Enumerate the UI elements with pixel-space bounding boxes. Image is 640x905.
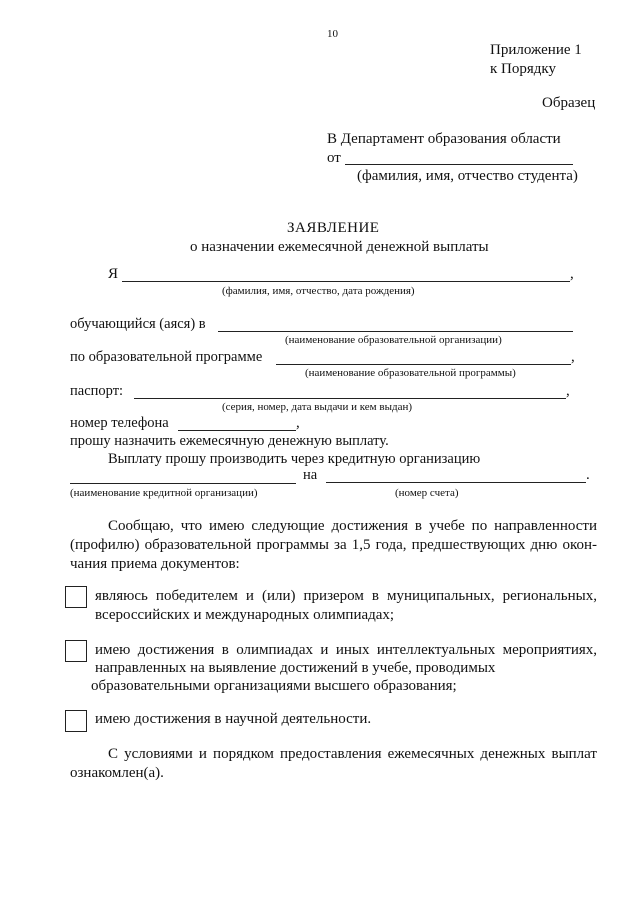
- passport-field[interactable]: [134, 398, 566, 399]
- passport-caption: (серия, номер, дата выдачи и кем выдан): [222, 401, 413, 413]
- payment-text: Выплату прошу производить через кредитную организацию: [108, 451, 481, 467]
- i-label: Я: [108, 266, 119, 282]
- option-olympiad-winner-line-1: являюсь победителем и (или) призером в муниципальных, региональных,: [95, 588, 597, 604]
- addressee-from-label: от: [327, 150, 341, 166]
- phone-field[interactable]: [178, 430, 296, 431]
- achievements-intro-line-1: Сообщаю, что имею следующие достижения в учебе по направленности: [108, 518, 597, 534]
- achievements-intro-line-2: (профилю) образовательной программы за 1,5 года, предшествующих дню окон-: [70, 537, 597, 553]
- document-title: ЗАЯВЛЕНИЕ: [287, 220, 380, 236]
- program-field[interactable]: [276, 364, 571, 365]
- option-intellectual-events-line-3: образовательными организациями высшего образования;: [91, 678, 457, 694]
- acknowledgement-line-1: С условиями и порядком предоставления ежемесячных денежных выплат: [108, 746, 597, 762]
- acknowledgement-line-2: ознакомлен(а).: [70, 765, 164, 781]
- option-intellectual-events-line-2: направленных на выявление достижений в учебе, проводимых: [95, 660, 496, 676]
- bank-name-caption: (наименование кредитной организации): [70, 487, 258, 499]
- olympiad-winner-checkbox[interactable]: [65, 586, 87, 608]
- document-subtitle: о назначении ежемесячной денежной выплаты: [190, 239, 489, 255]
- phone-label: номер телефона: [70, 415, 169, 431]
- program-caption: (наименование образовательной программы): [305, 367, 516, 379]
- option-intellectual-events-line-1: имею достижения в олимпиадах и иных интеллектуальных мероприятиях,: [95, 642, 597, 658]
- fullname-birthdate-field[interactable]: [122, 281, 570, 282]
- passport-label: паспорт:: [70, 383, 124, 399]
- sample-label: Образец: [542, 95, 596, 111]
- addressee-from-caption: (фамилия, имя, отчество студента): [357, 168, 578, 184]
- addressee-to: В Департамент образования области: [327, 131, 561, 147]
- intellectual-events-checkbox[interactable]: [65, 640, 87, 662]
- account-on-label: на: [303, 467, 318, 483]
- institution-caption: (наименование образовательной организации): [285, 334, 502, 346]
- student-label: обучающийся (аяся) в: [70, 316, 206, 332]
- bank-name-field[interactable]: [70, 483, 296, 484]
- account-number-caption: (номер счета): [395, 487, 459, 499]
- option-research-activity: имею достижения в научной деятельности.: [95, 711, 372, 727]
- research-activity-checkbox[interactable]: [65, 710, 87, 732]
- appendix-line-1: Приложение 1: [490, 42, 582, 58]
- account-number-field[interactable]: [326, 482, 586, 483]
- fullname-caption: (фамилия, имя, отчество, дата рождения): [222, 285, 415, 297]
- program-label: по образовательной программе: [70, 349, 263, 365]
- appendix-line-2: к Порядку: [490, 61, 556, 77]
- page-number: 10: [327, 28, 338, 40]
- addressee-from-field[interactable]: [345, 164, 573, 165]
- option-olympiad-winner-line-2: всероссийских и международных олимпиадах;: [95, 607, 395, 623]
- achievements-intro-line-3: чания приема документов:: [70, 556, 240, 572]
- request-text: прошу назначить ежемесячную денежную выплату.: [70, 433, 389, 449]
- institution-field[interactable]: [218, 331, 573, 332]
